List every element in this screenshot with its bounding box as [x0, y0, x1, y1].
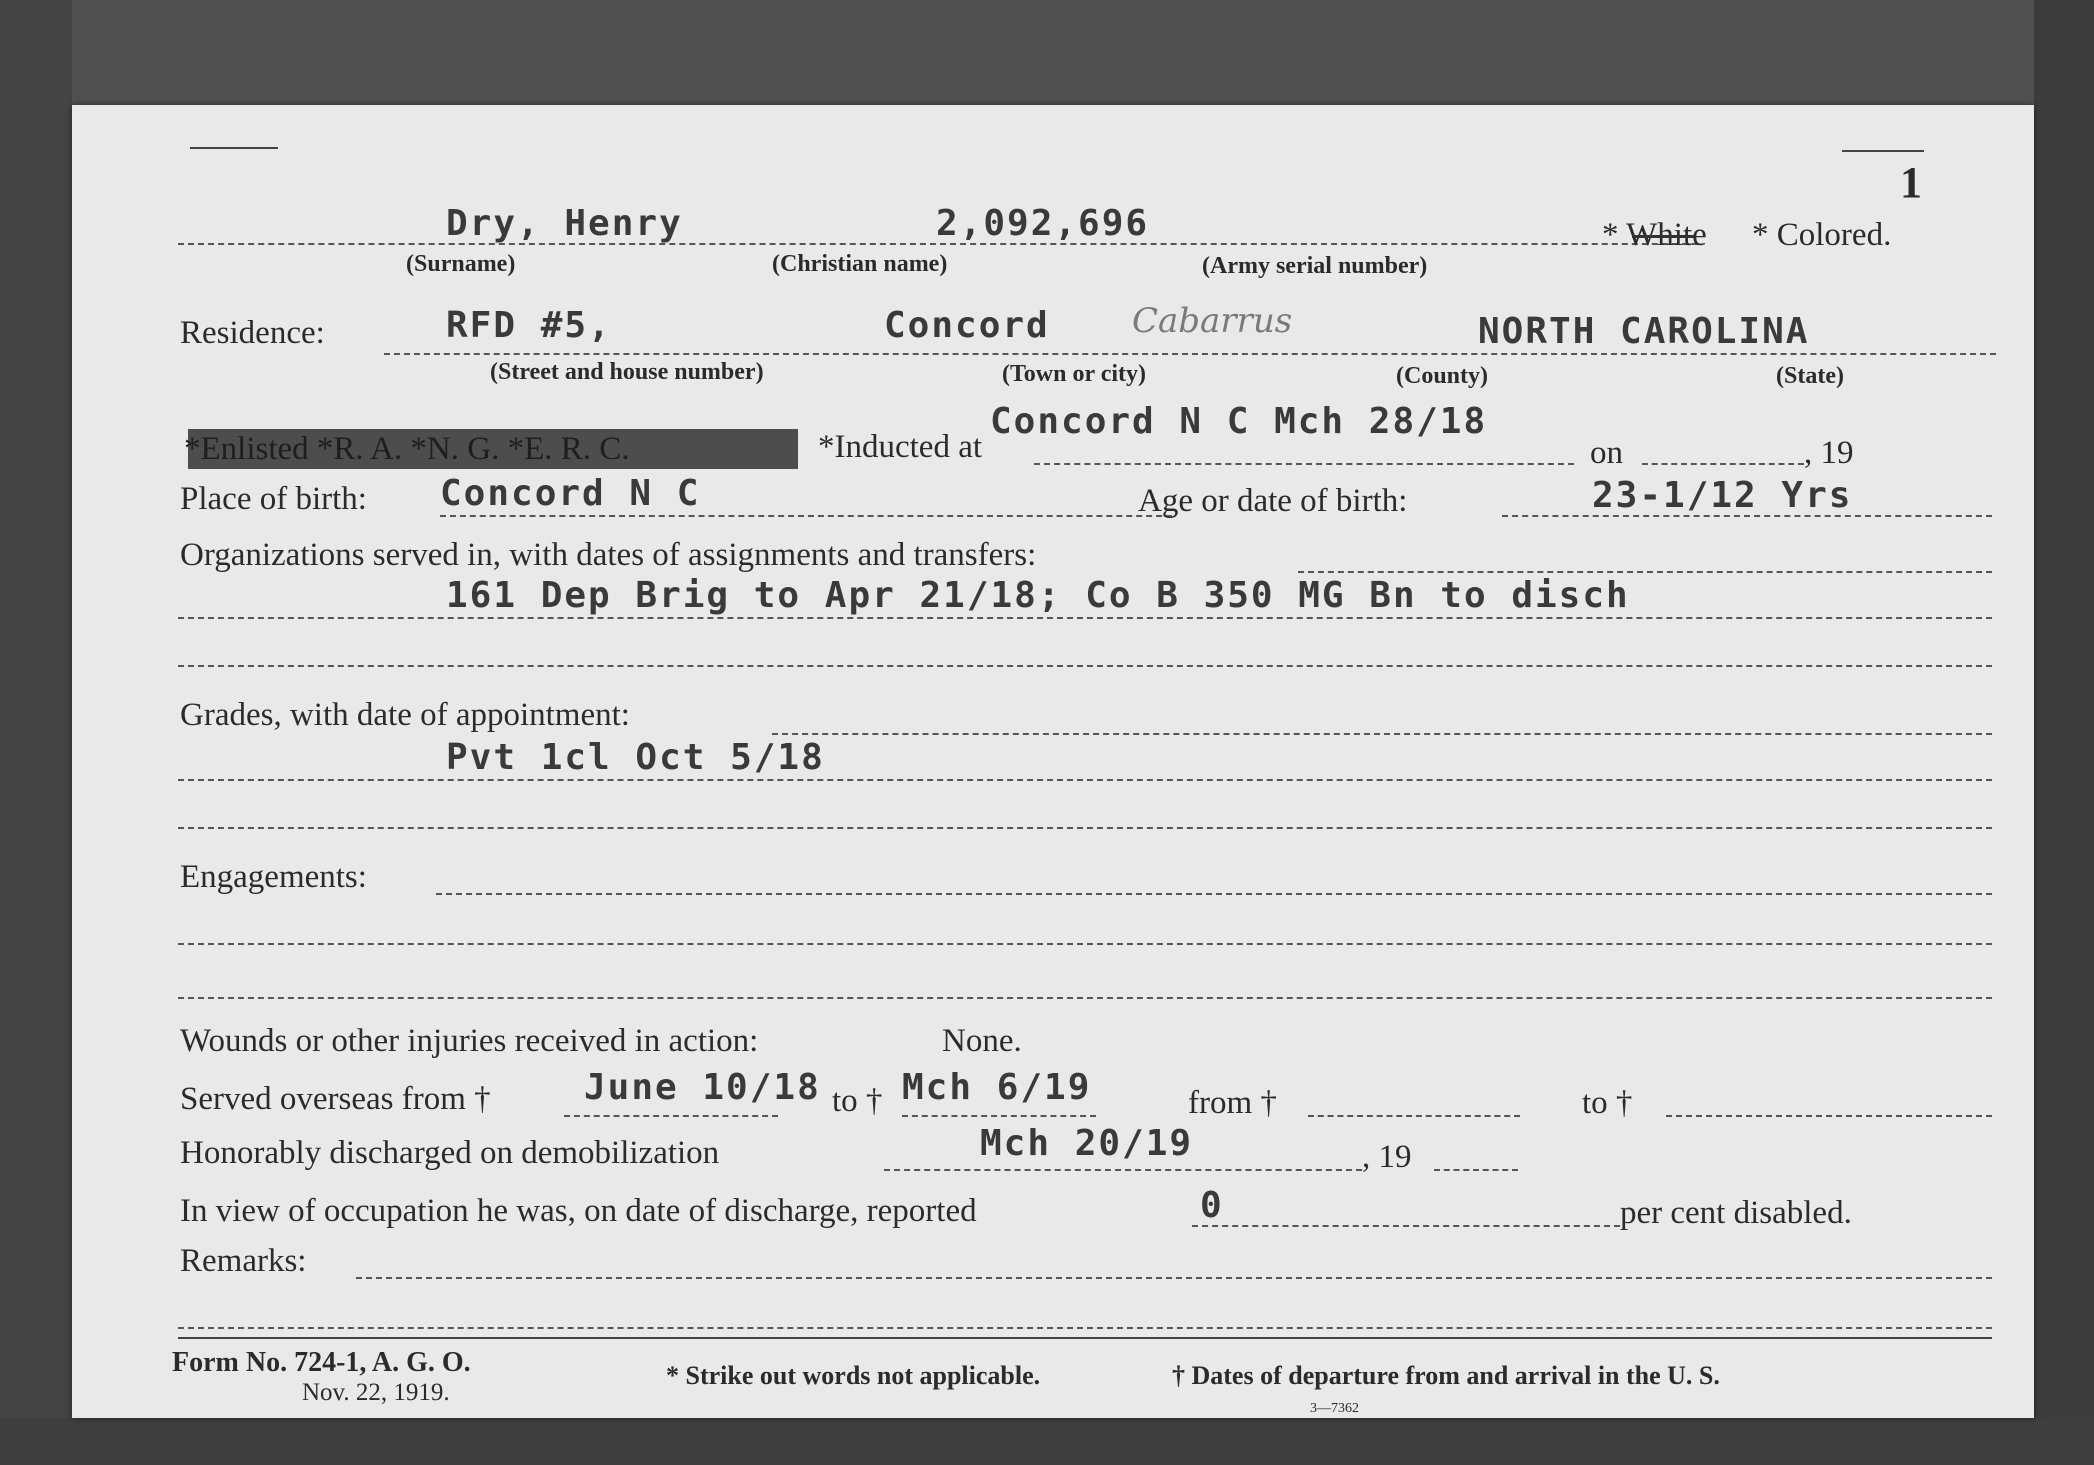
state-caption: (State) [1776, 363, 1844, 389]
served-to-line [902, 1115, 1096, 1117]
top-right-rule [1842, 150, 1924, 152]
remarks-line-1 [356, 1277, 1992, 1279]
form-number: Form No. 724-1, A. G. O. [172, 1347, 471, 1378]
served-from-line [564, 1115, 778, 1117]
grades-value: Pvt 1cl Oct 5/18 [446, 737, 825, 778]
served-to-label: to † [832, 1083, 883, 1119]
residence-county-value: Cabarrus [1132, 301, 1293, 341]
service-record-card [72, 105, 2034, 1418]
served-to2-line [1666, 1115, 1992, 1117]
served-from2-line [1308, 1115, 1520, 1117]
inducted-line [1034, 463, 1574, 465]
discharged-year-prefix: , 19 [1362, 1139, 1412, 1175]
scanner-background-left [0, 0, 72, 1465]
engagements-label: Engagements: [180, 859, 367, 895]
form-footer-rule [178, 1337, 1992, 1339]
name-line [178, 243, 1698, 245]
age-label: Age or date of birth: [1138, 483, 1408, 519]
engagements-line-1 [436, 893, 1992, 895]
town-caption: (Town or city) [1002, 361, 1146, 387]
form-date: Nov. 22, 1919. [302, 1379, 450, 1406]
organizations-label: Organizations served in, with dates of assignments and transfers: [180, 537, 1037, 573]
surname-caption: (Surname) [406, 251, 516, 277]
organizations-line-1 [1298, 571, 1992, 573]
street-caption: (Street and house number) [490, 359, 764, 385]
engagements-line-3 [178, 997, 1992, 999]
organizations-line-3 [178, 665, 1992, 667]
serial-caption: (Army serial number) [1202, 253, 1428, 279]
remarks-label: Remarks: [180, 1243, 307, 1279]
organizations-value: 161 Dep Brig to Apr 21/18; Co B 350 MG Bn to disch [446, 575, 1630, 616]
disabled-line [1192, 1225, 1620, 1227]
residence-street-value: RFD #5, [446, 305, 612, 346]
grades-label: Grades, with date of appointment: [180, 697, 630, 733]
inducted-year-prefix: , 19 [1804, 435, 1854, 471]
organizations-line-2 [178, 617, 1992, 619]
footnote-strike-out: * Strike out words not applicable. [666, 1361, 1041, 1390]
top-left-rule [190, 147, 278, 149]
scanner-background-right [2034, 0, 2094, 1465]
discharged-label: Honorably discharged on demobilization [180, 1135, 720, 1171]
served-from2-label: from † [1188, 1085, 1277, 1121]
disabled-suffix: per cent disabled. [1620, 1195, 1852, 1231]
disabled-label: In view of occupation he was, on date of discharge, reported [180, 1193, 977, 1229]
county-caption: (County) [1396, 363, 1489, 389]
residence-town-value: Concord [884, 305, 1050, 346]
inducted-on-label: on [1590, 435, 1623, 471]
age-value: 23-1/12 Yrs [1592, 475, 1853, 516]
residence-line [384, 353, 1996, 355]
scanner-background-bottom [0, 1418, 2094, 1465]
grades-line-2 [178, 779, 1992, 781]
race-colored-option: * Colored. [1752, 217, 1892, 253]
christian-name-caption: (Christian name) [772, 251, 948, 277]
discharged-line [884, 1169, 1362, 1171]
inducted-date-line [1642, 463, 1804, 465]
discharged-value: Mch 20/19 [980, 1123, 1194, 1164]
served-to2-label: to † [1582, 1085, 1633, 1121]
discharged-year-line [1434, 1169, 1518, 1171]
engagements-line-2 [178, 943, 1992, 945]
scanner-background-top [0, 0, 2094, 105]
remarks-line-2 [178, 1327, 1992, 1329]
enlisted-options: *Enlisted *R. A. *N. G. *E. R. C. [184, 431, 630, 467]
footnote-dates: † Dates of departure from and arrival in the U. S. [1172, 1361, 1720, 1390]
served-to-value: Mch 6/19 [902, 1067, 1092, 1108]
grades-line-1 [772, 733, 1992, 735]
inducted-value: Concord N C Mch 28/18 [990, 401, 1488, 442]
name-value: Dry, Henry [446, 203, 683, 244]
race-white-strike [1632, 235, 1694, 238]
disabled-value: 0 [1200, 1185, 1224, 1226]
serial-value: 2,092,696 [936, 203, 1150, 244]
age-line [1502, 515, 1992, 517]
print-code: 3—7362 [1310, 1401, 1359, 1416]
served-from-value: June 10/18 [584, 1067, 821, 1108]
inducted-label: *Inducted at [818, 429, 983, 465]
served-overseas-label: Served overseas from † [180, 1081, 491, 1117]
wounds-label: Wounds or other injuries received in action: [180, 1023, 759, 1059]
page-number: 1 [1900, 158, 1922, 207]
residence-label: Residence: [180, 315, 325, 351]
grades-line-3 [178, 827, 1992, 829]
race-white-option: * White [1602, 217, 1707, 253]
birth-place-label: Place of birth: [180, 481, 367, 517]
birth-place-value: Concord N C [440, 473, 701, 514]
residence-state-value: NORTH CAROLINA [1478, 311, 1810, 352]
birth-place-line [440, 515, 1172, 517]
wounds-value: None. [942, 1023, 1022, 1059]
